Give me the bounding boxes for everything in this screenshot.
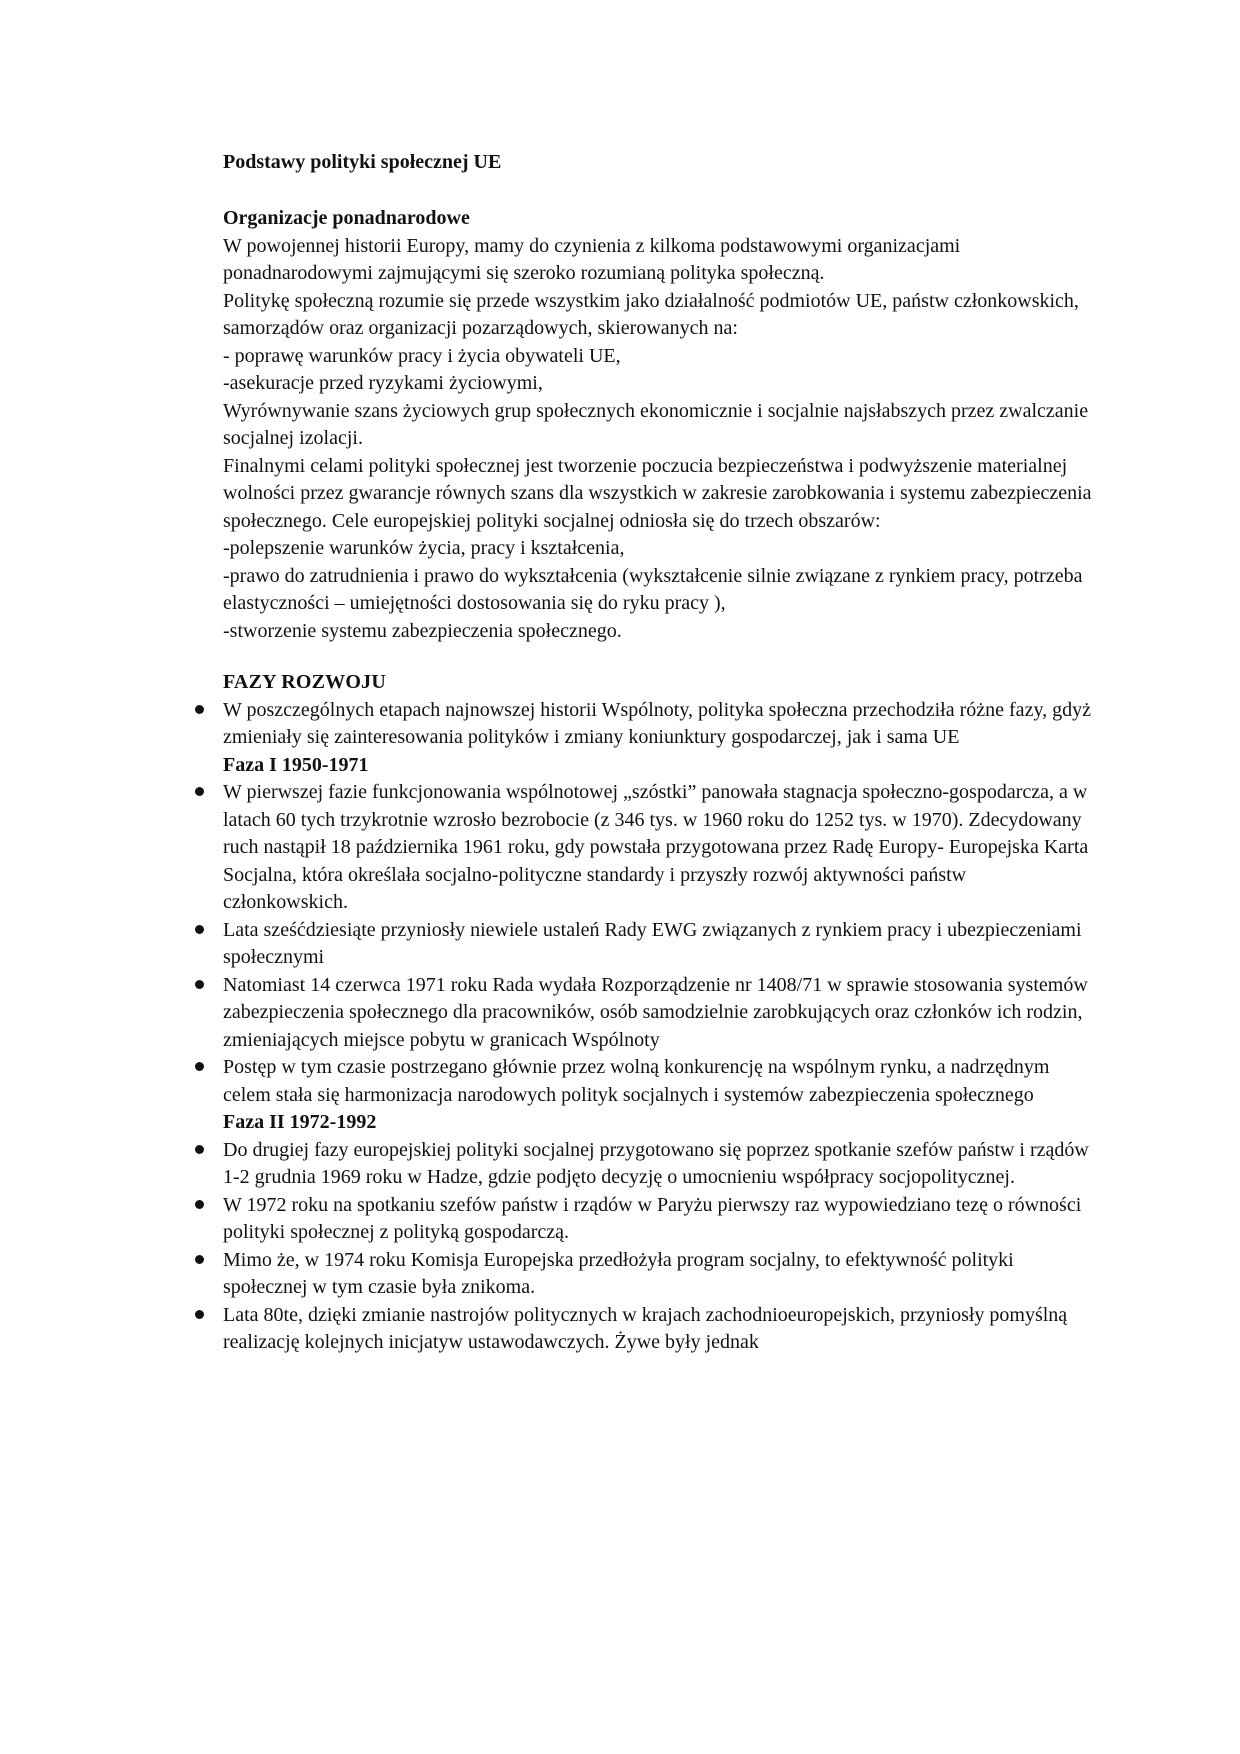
paragraph: Wyrównywanie szans życiowych grup społecznych ekonomicznie i socjalnie najsłabszych przez zwalczanie socjalnej izolacji. (223, 399, 1089, 449)
list-item-text: W 1972 roku na spotkaniu szefów państw i rządów w Paryżu pierwszy raz wypowiedziano tezę o równości polityki społecznej z polityką gospodarczą. (223, 1193, 1082, 1243)
list-item-text: Do drugiej fazy europejskiej polityki socjalnej przygotowano się poprzez spotkanie szefów państw i rządów 1-2 grudnia 1969 roku w Hadze, gdzie podjęto decyzję o umocnieniu współpracy socjopolitycznej. (223, 1138, 1089, 1188)
list-line: -polepszenie warunków życia, pracy i kształcenia, (223, 537, 625, 559)
bullet-icon (195, 1200, 204, 1209)
bullet-icon (195, 1062, 204, 1071)
paragraph: W powojennej historii Europy, mamy do czynienia z kilkoma podstawowymi organizacjami ponadnarodowymi zajmującymi się szeroko rozumianą polityka społeczną. (223, 234, 961, 284)
list-line: -asekuracje przed ryzykami życiowymi, (223, 372, 543, 394)
list-item-text: Natomiast 14 czerwca 1971 roku Rada wydała Rozporządzenie nr 1408/71 w sprawie stosowania systemów zabezpieczenia społecznego dla pracowników, osób samodzielnie zarobkujących oraz członków ich rodzin, zmieniających miejsce pobytu w granicach Wspólnoty (223, 973, 1088, 1051)
bullet-icon (195, 1310, 204, 1319)
list-line: - poprawę warunków pracy i życia obywateli UE, (223, 344, 621, 367)
bullet-icon (195, 980, 204, 989)
list-item-text: Postęp w tym czasie postrzegano głównie przez wolną konkurencję na wspólnym rynku, a nadrzędnym celem stała się harmonizacja narodowych polityk socjalnych i systemów zabezpieczenia społecznego (223, 1056, 1050, 1106)
phase-heading: Faza II 1972-1992 (223, 1111, 377, 1133)
list-item (223, 1137, 1093, 1192)
list-item (223, 1302, 1093, 1357)
list-item-text: Mimo że, w 1974 roku Komisja Europejska przedłożyła program socjalny, to efektywność polityki społecznej w tym czasie była znikoma. (223, 1248, 1014, 1298)
list-item-text: W poszczególnych etapach najnowszej historii Wspólnoty, polityka społeczna przechodziła różne fazy, gdyż zmieniały się zainteresowania polityków i zmiany koniunktury gospodarczej, jak i sama UE (223, 698, 1092, 748)
list-item (223, 972, 1093, 1055)
paragraph: Politykę społeczną rozumie się przede wszystkim jako działalność podmiotów UE, państw członkowskich, samorządów oraz organizacji pozarządowych, skierowanych na: (223, 289, 1079, 339)
bullet-icon (195, 1145, 204, 1154)
bullet-list-phase1 (223, 779, 1093, 1109)
section-heading-phases: FAZY ROZWOJU (223, 671, 386, 693)
list-item (223, 1054, 1093, 1109)
list-item-text: Lata 80te, dzięki zmianie nastrojów politycznych w krajach zachodnioeuropejskich, przyniosły pomyślną realizację kolejnych inicjatyw ustawodawczych. Żywe były jednak (223, 1303, 1068, 1353)
bullet-icon (195, 787, 204, 796)
list-item (223, 917, 1093, 972)
bullet-icon (195, 925, 204, 934)
list-line: -stworzenie systemu zabezpieczenia społecznego. (223, 619, 622, 642)
document-title: Podstawy polityki społecznej UE (223, 151, 502, 173)
bullet-list (223, 697, 1093, 752)
list-item (223, 1192, 1093, 1247)
bullet-icon (195, 705, 204, 714)
list-item (223, 779, 1093, 917)
section-heading-organizations: Organizacje ponadnarodowe (223, 207, 470, 229)
paragraph: Finalnymi celami polityki społecznej jest tworzenie poczucia bezpieczeństwa i podwyższenie materialnej wolności przez gwarancje równych szans dla wszystkich w zakresie zarobkowania i systemu zabezpieczenia społecznego. Cele europejskiej polityki socjalnej odniosła się do trzech obszarów: (223, 454, 1092, 532)
phase-heading: Faza I 1950-1971 (223, 753, 369, 776)
list-item-text: W pierwszej fazie funkcjonowania wspólnotowej „szóstki” panowała stagnacja społeczno-gospodarcza, a w latach 60 tych trzykrotnie wzrosło bezrobocie (z 346 tys. w 1960 roku do 1252 tys. w 1970). Zdecydowany ruch nastąpił 18 października 1961 roku, gdy powstała przygotowana przez Radę Europy- Europejska Karta Socjalna, która określała socjalno-polityczne standardy i przyszły rozwój aktywności państw członkowskich. (223, 781, 1089, 913)
list-item-text: Lata sześćdziesiąte przyniosły niewiele ustaleń Rady EWG związanych z rynkiem pracy i ubezpieczeniami społecznymi (223, 918, 1082, 968)
list-item (223, 1247, 1093, 1302)
list-item (223, 697, 1093, 752)
bullet-icon (195, 1255, 204, 1264)
list-line: -prawo do zatrudnienia i prawo do wykształcenia (wykształcenie silnie związane z rynkiem pracy, potrzeba elastyczności – umiejętności dostosowania się do ryku pracy ), (223, 564, 1083, 614)
bullet-list-phase2 (223, 1137, 1093, 1357)
document-body (223, 149, 1093, 1357)
